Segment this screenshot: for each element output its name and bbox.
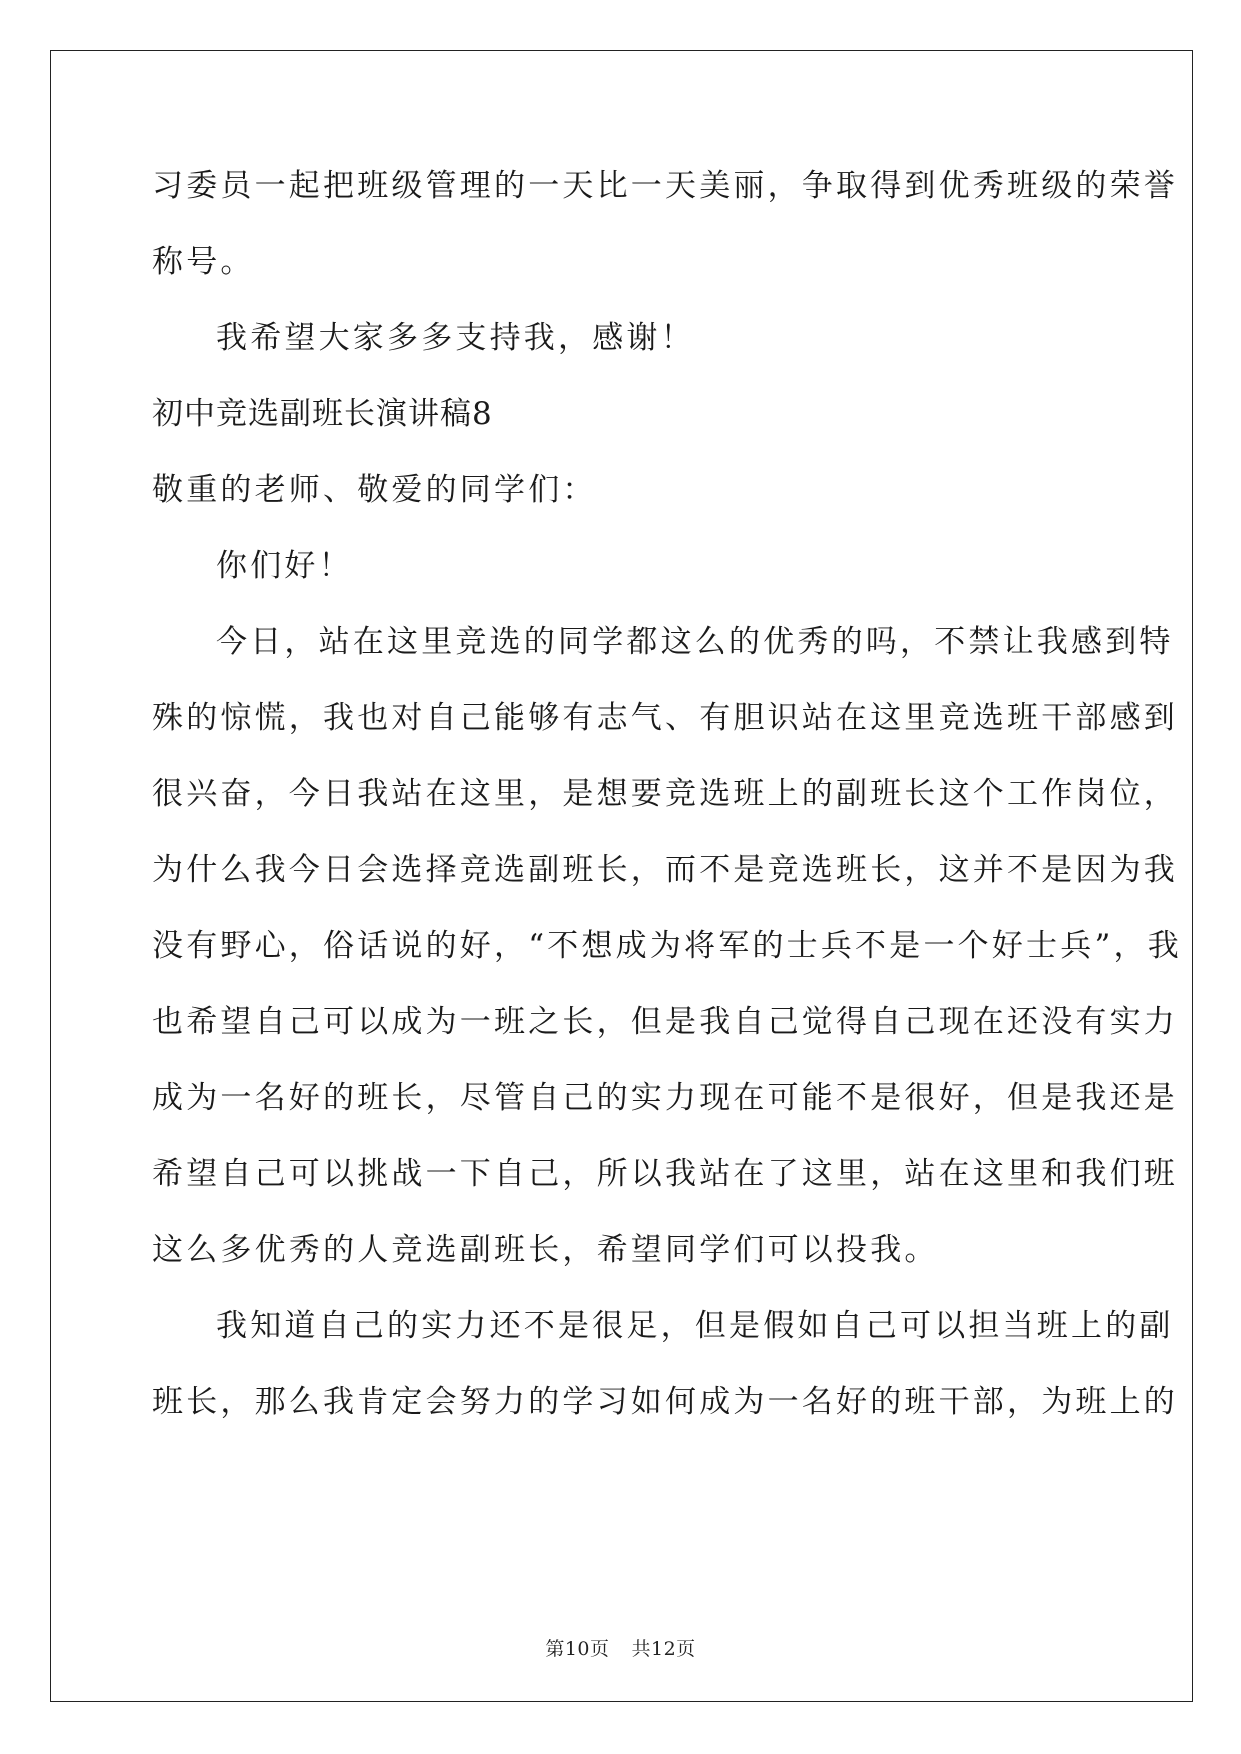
paragraph-line: 为什么我今日会选择竞选副班长，而不是竞选班长，这并不是因为我 — [152, 852, 1178, 888]
paragraph-line: 殊的惊慌，我也对自己能够有志气、有胆识站在这里竞选班干部感到 — [152, 700, 1178, 736]
document-body — [152, 162, 1182, 1454]
greeting-line: 你们好！ — [216, 548, 353, 584]
paragraph-line: 班长，那么我肯定会努力的学习如何成为一名好的班干部，为班上的 — [152, 1384, 1178, 1420]
paragraph-line: 称号。 — [152, 244, 255, 280]
paragraph-line: 习委员一起把班级管理的一天比一天美丽，争取得到优秀班级的荣誉 — [152, 168, 1178, 204]
paragraph-line: 我知道自己的实力还不是很足，但是假如自己可以担当班上的副 — [216, 1308, 1174, 1344]
paragraph-line: 这么多优秀的人竞选副班长，希望同学们可以投我。 — [152, 1232, 939, 1268]
section-heading: 初中竞选副班长演讲稿8 — [152, 396, 493, 432]
paragraph-line: 希望自己可以挑战一下自己，所以我站在了这里，站在这里和我们班 — [152, 1156, 1178, 1192]
page-number: 第10页 — [545, 1638, 610, 1660]
paragraph-line: 也希望自己可以成为一班之长，但是我自己觉得自己现在还没有实力 — [152, 1004, 1178, 1040]
paragraph-line: 今日，站在这里竞选的同学都这么的优秀的吗，不禁让我感到特 — [216, 624, 1174, 660]
paragraph-line: 我希望大家多多支持我，感谢！ — [216, 320, 695, 356]
paragraph-line: 很兴奋，今日我站在这里，是想要竞选班上的副班长这个工作岗位， — [152, 776, 1178, 812]
page-total: 共12页 — [631, 1638, 696, 1660]
page-footer — [0, 1634, 1241, 1661]
paragraph-line: 成为一名好的班长，尽管自己的实力现在可能不是很好，但是我还是 — [152, 1080, 1178, 1116]
paragraph-line: 没有野心，俗话说的好，“不想成为将军的士兵不是一个好士兵”，我 — [152, 928, 1182, 964]
salutation-line: 敬重的老师、敬爱的同学们： — [152, 472, 597, 508]
